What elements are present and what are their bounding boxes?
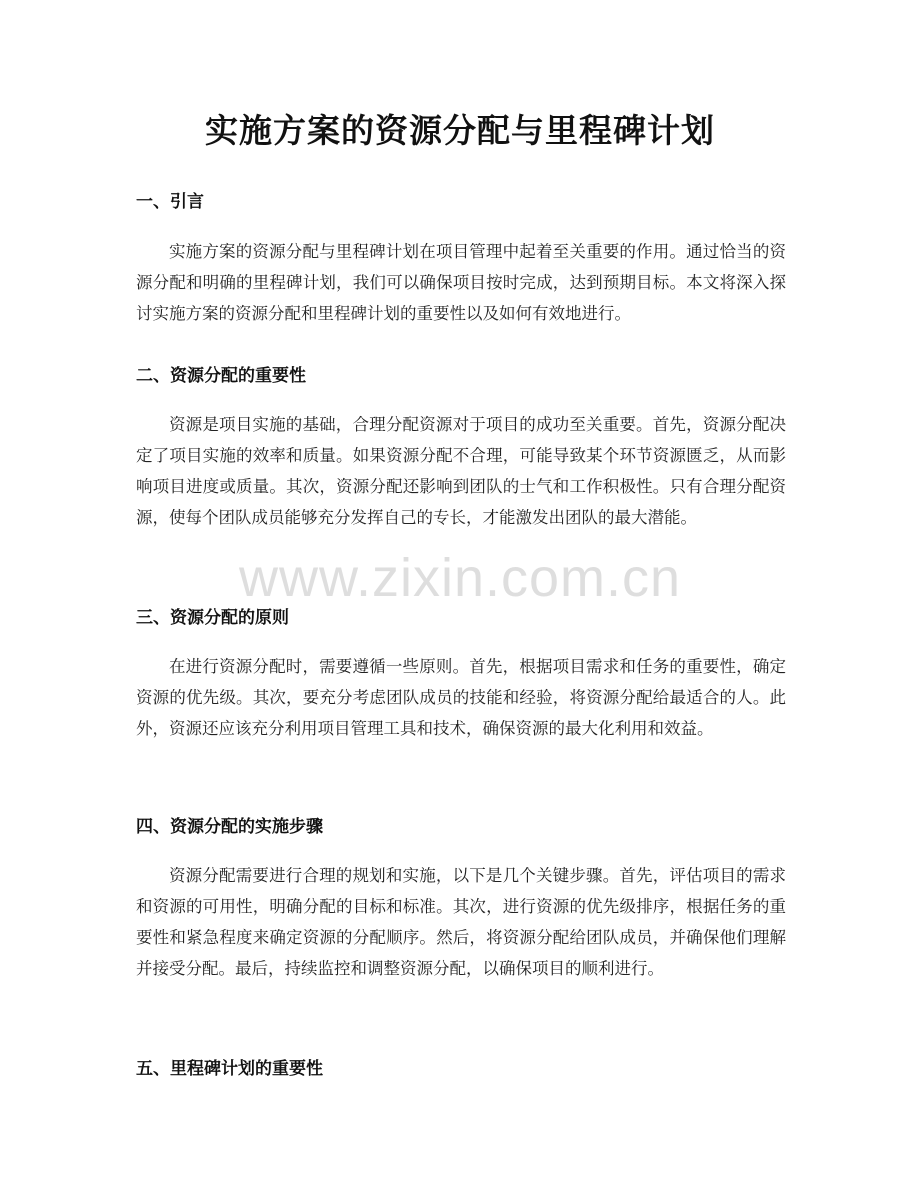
section-heading-resource-principles: 三、资源分配的原则	[136, 608, 289, 628]
section-body-resource-importance: 资源是项目实施的基础，合理分配资源对于项目的成功至关重要。首先，资源分配决定了项目实施的效率和质量。如果资源分配不合理，可能导致某个环节资源匮乏，从而影响项目进度或质量。其次，资源分配还影响到团队的士气和工作积极性。只有合理分配资源，使每个团队成员能够充分发挥自己的专长，才能激发出团队的最大潜能。	[136, 415, 786, 527]
watermark-text: www.zixin.com.cn	[238, 548, 682, 608]
section-heading-resource-steps: 四、资源分配的实施步骤	[136, 817, 323, 837]
section-body-resource-principles: 在进行资源分配时，需要遵循一些原则。首先，根据项目需求和任务的重要性，确定资源的优先级。其次，要充分考虑团队成员的技能和经验，将资源分配给最适合的人。此外，资源还应该充分利用项目管理工具和技术，确保资源的最大化利用和效益。	[136, 657, 786, 738]
section-body-resource-steps: 资源分配需要进行合理的规划和实施，以下是几个关键步骤。首先，评估项目的需求和资源的可用性，明确分配的目标和标准。其次，进行资源的优先级排序，根据任务的重要性和紧急程度来确定资源的分配顺序。然后，将资源分配给团队成员，并确保他们理解并接受分配。最后，持续监控和调整资源分配，以确保项目的顺利进行。	[136, 866, 786, 978]
section-body-introduction: 实施方案的资源分配与里程碑计划在项目管理中起着至关重要的作用。通过恰当的资源分配和明确的里程碑计划，我们可以确保项目按时完成，达到预期目标。本文将深入探讨实施方案的资源分配和里程碑计划的重要性以及如何有效地进行。	[136, 242, 786, 323]
section-heading-milestone-importance: 五、里程碑计划的重要性	[136, 1059, 323, 1079]
section-heading-resource-importance: 二、资源分配的重要性	[136, 366, 306, 386]
section-heading-introduction: 一、引言	[136, 192, 204, 212]
document-title: 实施方案的资源分配与里程碑计划	[205, 111, 715, 150]
